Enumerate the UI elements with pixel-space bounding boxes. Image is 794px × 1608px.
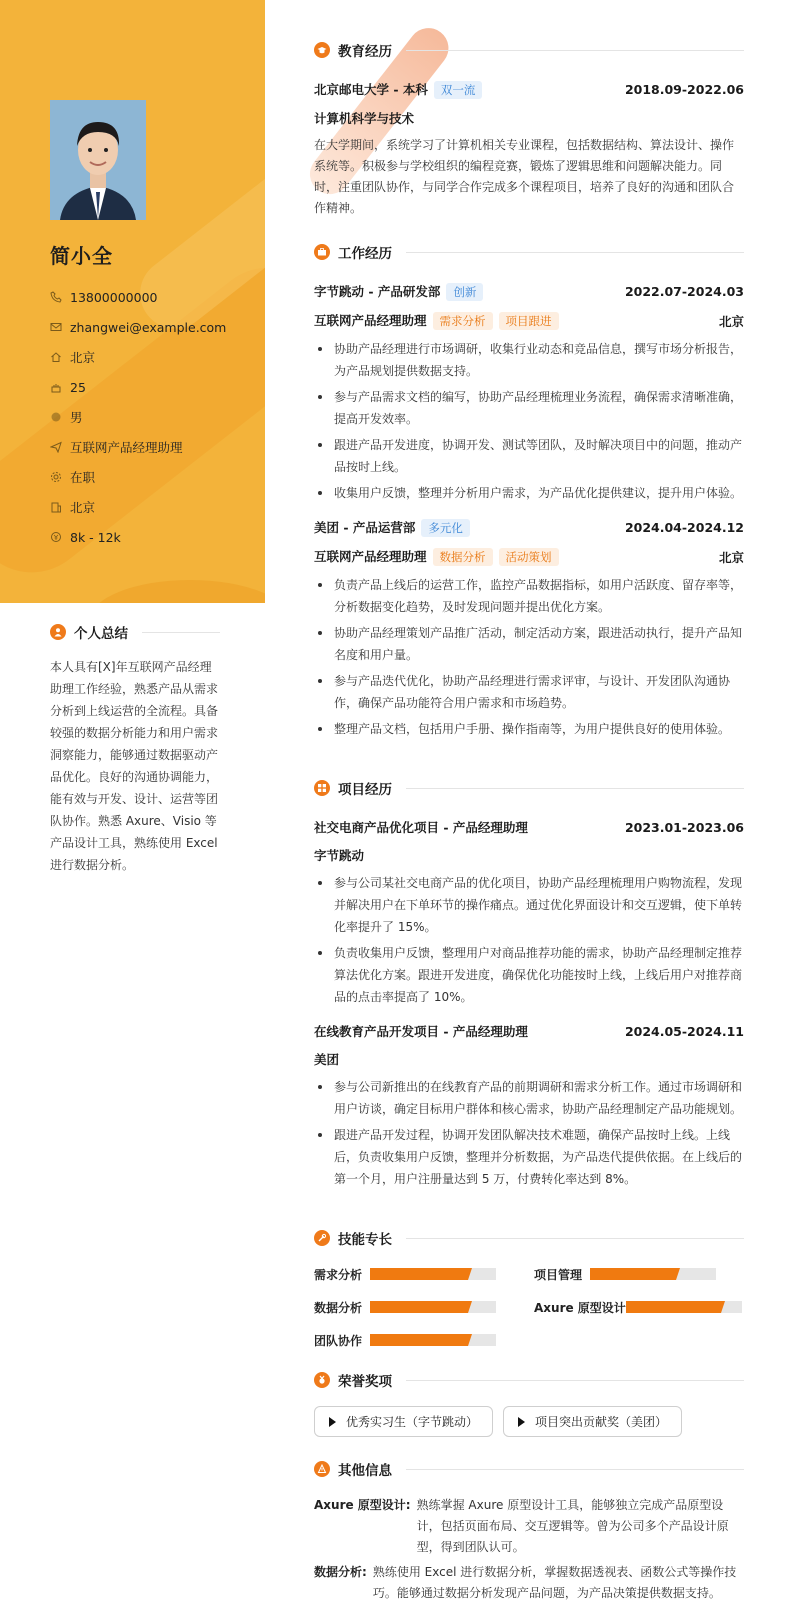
education-header-row	[314, 80, 744, 99]
info-location	[50, 342, 226, 372]
project-date: 2024.05-2024.11	[624, 1023, 744, 1039]
list-item: 整理产品文档，包括用户手册、操作指南等，为用户提供良好的使用体验。	[314, 718, 744, 740]
section-title: 工作经历	[338, 246, 392, 262]
info-age	[50, 372, 226, 402]
status-text: 在职	[70, 470, 96, 485]
education-desc: 在大学期间，系统学习了计算机相关专业课程，包括数据结构、算法设计、操作系统等。积极参与学校组织的编程竞赛，锻炼了逻辑思维和问题解决能力。同时，注重团队协作，与同学合作完成多个课程项目，培养了良好的沟通和团队合作精神。	[314, 138, 735, 215]
summary-text: 本人具有[X]年互联网产品经理助理工作经验，熟悉产品从需求分析到上线运营的全流程。具备较强的数据分析能力和用户需求洞察能力，能够通过数据驱动产品优化。良好的沟通协调能力，能有效与开发、设计、运营等团队协作。熟悉 Axure、Visio 等产品设计工具，熟练使用 Excel 进行数据分析。	[50, 660, 219, 872]
salary-icon	[50, 531, 62, 543]
role-text: 互联网产品经理助理	[314, 313, 427, 328]
section-header	[314, 242, 744, 262]
info-salary	[50, 522, 226, 552]
project-duties	[314, 872, 744, 1008]
projects-section	[314, 778, 744, 1194]
info-email	[50, 312, 226, 342]
play-icon	[329, 1417, 336, 1427]
other-value: 熟练掌握 Axure 原型设计工具，能够独立完成产品原型设计，包括页面布局、交互逻辑等。曾为公司多个产品设计原型，得到团队认可。	[416, 1498, 729, 1554]
list-item: 协助产品经理进行市场调研，收集行业动态和竞品信息，撰写市场分析报告，为产品规划提供数据支持。	[314, 338, 744, 382]
skill-item	[314, 1297, 534, 1317]
other-section	[314, 1459, 744, 1606]
contact-info-list	[50, 282, 226, 552]
other-list	[314, 1495, 744, 1604]
age-text: 25	[70, 379, 86, 395]
avatar	[50, 100, 146, 220]
job-entry	[314, 282, 744, 504]
graduation-cap-icon	[314, 42, 330, 58]
skill-bar-fill	[370, 1334, 468, 1346]
award-label: 优秀实习生（字节跳动）	[346, 1415, 479, 1429]
list-item: 负责收集用户反馈，整理用户对商品推荐功能的需求，协助产品经理制定推荐算法优化方案。跟进开发进度，确保优化功能按时上线，上线后用户对推荐商品的点击率提高了 10%。	[314, 942, 744, 1008]
awards-section	[314, 1370, 744, 1437]
job-role-row	[314, 311, 744, 330]
award-item[interactable]	[503, 1406, 682, 1437]
divider	[406, 1238, 744, 1239]
section-title: 个人总结	[74, 626, 128, 642]
target-job-text: 互联网产品经理助理	[70, 440, 183, 455]
job-header-row	[314, 282, 744, 301]
location-text: 北京	[70, 350, 96, 365]
job-header-row	[314, 518, 744, 537]
work-section	[314, 242, 744, 744]
phone-icon	[50, 291, 62, 303]
section-header	[314, 1459, 744, 1479]
job-duties	[314, 338, 744, 504]
skill-bar	[370, 1301, 496, 1313]
job-role	[314, 547, 559, 566]
candidate-name: 简小全	[50, 244, 113, 268]
profile-card	[0, 0, 265, 603]
skills-section	[314, 1228, 744, 1350]
gender-text: 男	[70, 410, 83, 425]
project-entry	[314, 1022, 744, 1190]
job-city: 北京	[718, 549, 744, 565]
skill-bar	[370, 1268, 496, 1280]
info-status	[50, 462, 226, 492]
section-header	[314, 778, 744, 798]
section-header	[314, 1370, 744, 1390]
project-org: 字节跳动	[314, 848, 365, 863]
company-name	[314, 518, 470, 537]
skill-label: 项目管理	[534, 1267, 583, 1282]
skill-bar-fill	[370, 1301, 468, 1313]
project-name: 社交电商产品优化项目 - 产品经理助理	[314, 820, 528, 835]
other-key: Axure 原型设计:	[314, 1498, 411, 1512]
gear-icon	[50, 471, 62, 483]
job-duties	[314, 574, 744, 740]
other-key: 数据分析:	[314, 1565, 367, 1579]
phone-text: 13800000000	[70, 289, 158, 305]
section-title: 教育经历	[338, 44, 392, 60]
skill-item	[534, 1297, 744, 1317]
divider	[142, 632, 220, 633]
major-name: 计算机科学与技术	[314, 111, 415, 126]
skill-label: 需求分析	[314, 1267, 363, 1282]
section-title: 荣誉奖项	[338, 1374, 392, 1390]
divider	[406, 788, 744, 789]
person-icon	[50, 624, 66, 640]
skill-item	[534, 1264, 744, 1284]
info-phone	[50, 282, 226, 312]
skill-label: 团队协作	[314, 1333, 363, 1348]
divider	[406, 252, 744, 253]
skill-item	[314, 1264, 534, 1284]
list-item: 协助产品经理策划产品推广活动，制定活动方案，跟进活动执行，提升产品知名度和用户量。	[314, 622, 744, 666]
section-title: 其他信息	[338, 1463, 392, 1479]
role-tag: 项目跟进	[499, 312, 559, 330]
role-text: 互联网产品经理助理	[314, 549, 427, 564]
age-icon	[50, 381, 62, 393]
job-entry	[314, 518, 744, 740]
skill-bar	[626, 1301, 742, 1313]
company-name	[314, 282, 483, 301]
school-tag: 双一流	[434, 81, 483, 99]
company-text: 美团 - 产品运营部	[314, 520, 416, 535]
info-work-city	[50, 492, 226, 522]
info-icon	[314, 1461, 330, 1477]
company-text: 字节跳动 - 产品研发部	[314, 284, 441, 299]
gender-icon	[50, 411, 62, 423]
role-tag: 需求分析	[433, 312, 493, 330]
section-header	[314, 40, 744, 60]
list-item: 跟进产品开发过程，协调开发团队解决技术难题，确保产品按时上线。上线后，负责收集用户反馈，整理并分析数据，为产品迭代提供依据。在上线后的第一个月，用户注册量达到 5 万，付费转化率达到 8%。	[314, 1124, 744, 1190]
play-icon	[518, 1417, 525, 1427]
award-label: 项目突出贡献奖（美团）	[535, 1415, 668, 1429]
section-title: 技能专长	[338, 1232, 392, 1248]
list-item: 参与公司新推出的在线教育产品的前期调研和需求分析工作。通过市场调研和用户访谈，确定目标用户群体和核心需求，协助产品经理制定产品功能规划。	[314, 1076, 744, 1120]
home-icon	[50, 351, 62, 363]
skill-bar-fill	[370, 1268, 468, 1280]
summary-section	[50, 622, 220, 876]
project-duties	[314, 1076, 744, 1190]
school-name	[314, 80, 482, 99]
grid-icon	[314, 780, 330, 796]
company-tag: 多元化	[421, 519, 470, 537]
briefcase-icon	[314, 244, 330, 260]
list-item: 参与公司某社交电商产品的优化项目，协助产品经理梳理用户购物流程，发现并解决用户在下单环节的操作痛点。通过优化界面设计和交互逻辑，使下单转化率提升了 15%。	[314, 872, 744, 938]
skill-bar	[370, 1334, 496, 1346]
skill-bar	[590, 1268, 716, 1280]
divider	[406, 1380, 744, 1381]
project-name: 在线教育产品开发项目 - 产品经理助理	[314, 1024, 528, 1039]
role-tag: 活动策划	[499, 548, 559, 566]
divider	[406, 50, 744, 51]
section-header	[314, 1228, 744, 1248]
job-role	[314, 311, 559, 330]
skill-label: Axure 原型设计	[534, 1300, 626, 1315]
left-column	[0, 0, 265, 1608]
section-title: 项目经历	[338, 782, 392, 798]
job-date: 2022.07-2024.03	[624, 284, 744, 299]
education-date: 2018.09-2022.06	[624, 82, 744, 97]
list-item: 参与产品迭代优化，协助产品经理进行需求评审，与设计、开发团队沟通协作，确保产品功能符合用户需求和市场趋势。	[314, 670, 744, 714]
award-item[interactable]	[314, 1406, 493, 1437]
list-item: 收集用户反馈，整理并分析用户需求，为产品优化提供建议，提升用户体验。	[314, 482, 744, 504]
info-gender	[50, 402, 226, 432]
awards-list	[314, 1406, 744, 1437]
info-target-job	[50, 432, 226, 462]
skill-item	[314, 1330, 534, 1350]
list-item: 负责产品上线后的运营工作，监控产品数据指标，如用户活跃度、留存率等，分析数据变化趋势，及时发现问题并提出优化方案。	[314, 574, 744, 618]
tools-icon	[314, 1230, 330, 1246]
project-date: 2023.01-2023.06	[624, 819, 744, 835]
skill-bar-fill	[590, 1268, 676, 1280]
job-date: 2024.04-2024.12	[624, 520, 744, 535]
divider	[406, 1469, 744, 1470]
education-section	[314, 40, 744, 219]
job-city: 北京	[718, 313, 744, 329]
skill-bar-fill	[626, 1301, 721, 1313]
company-tag: 创新	[446, 283, 483, 301]
role-tag: 数据分析	[433, 548, 493, 566]
other-item	[314, 1495, 744, 1558]
project-org: 美团	[314, 1052, 340, 1067]
skills-grid	[314, 1264, 744, 1350]
medal-icon	[314, 1372, 330, 1388]
section-header	[50, 622, 220, 642]
work-city-text: 北京	[70, 500, 96, 515]
send-icon	[50, 441, 62, 453]
project-header-row	[314, 818, 744, 836]
decor-band	[90, 580, 265, 603]
mail-icon	[50, 321, 62, 333]
project-entry	[314, 818, 744, 1008]
building-icon	[50, 501, 62, 513]
list-item: 跟进产品开发进度，协调开发、测试等团队，及时解决项目中的问题，推动产品按时上线。	[314, 434, 744, 478]
project-header-row	[314, 1022, 744, 1040]
other-value: 熟练使用 Excel 进行数据分析，掌握数据透视表、函数公式等操作技巧。能够通过数据分析发现产品问题，为产品决策提供数据支持。	[372, 1565, 737, 1600]
salary-text: 8k - 12k	[70, 529, 121, 545]
list-item: 参与产品需求文档的编写，协助产品经理梳理业务流程，确保需求清晰准确，提高开发效率。	[314, 386, 744, 430]
other-item	[314, 1562, 744, 1604]
skill-label: 数据分析	[314, 1300, 363, 1315]
email-text: zhangwei@example.com	[70, 319, 227, 335]
school-text: 北京邮电大学 - 本科	[314, 82, 428, 97]
job-role-row	[314, 547, 744, 566]
